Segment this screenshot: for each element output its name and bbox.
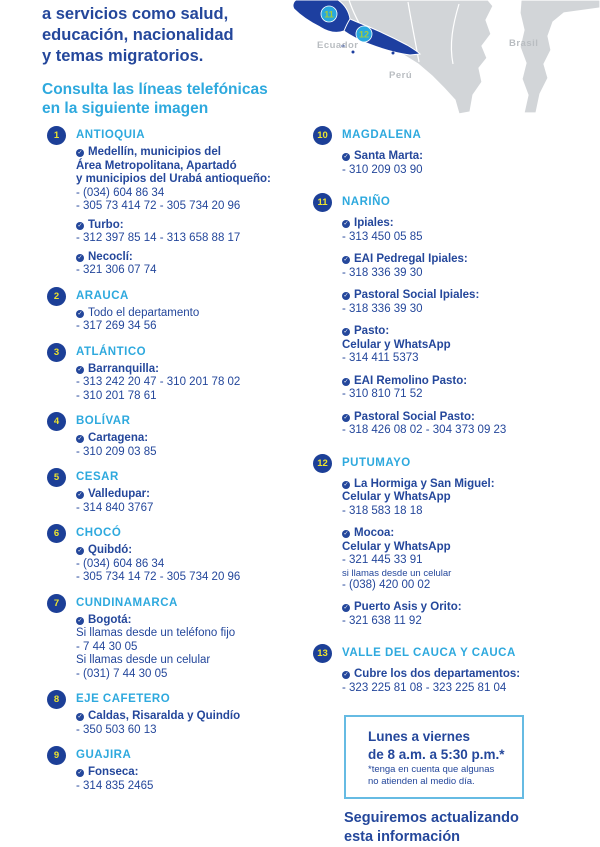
schedule-line: de 8 a.m. a 5:30 p.m.* — [368, 747, 505, 762]
cta-text — [42, 80, 268, 118]
contact-entry — [342, 601, 593, 628]
department-name: PUTUMAYO — [342, 456, 411, 469]
department-item — [313, 644, 593, 695]
contact-label-text: La Hormiga y San Miguel: — [354, 477, 495, 490]
phone-number-line: - (034) 604 86 34 — [76, 557, 165, 570]
intro-line: a servicios como salud, — [42, 5, 229, 23]
contact-label-line: Celular y WhatsApp — [342, 338, 451, 351]
contact-label-text: Pastoral Social Pasto: — [354, 410, 475, 423]
department-name: CESAR — [76, 471, 119, 483]
contact-entry — [76, 614, 312, 682]
contact-entry — [76, 146, 312, 214]
contact-label-line — [342, 411, 593, 425]
contact-entry — [76, 219, 312, 246]
phone-bullet-icon — [76, 254, 84, 262]
department-number-badge: 6 — [47, 524, 66, 543]
contact-label-text: Mocoa: — [354, 527, 395, 539]
phone-bullet-icon — [76, 149, 84, 157]
phone-number-line: - 317 269 34 56 — [76, 320, 157, 332]
contact-label-line — [342, 253, 593, 267]
contact-label-line — [76, 307, 312, 321]
map-marker — [321, 6, 337, 22]
phone-bullet-icon — [342, 481, 350, 489]
phone-bullet-icon — [342, 378, 350, 386]
contact-label-line — [342, 478, 593, 492]
phone-bullet-icon — [76, 769, 84, 777]
contact-entry — [76, 307, 312, 334]
contact-label-text: Pasto: — [354, 325, 390, 337]
phone-number-line: - 321 638 11 92 — [342, 614, 422, 627]
phone-number-line: - 310 810 71 52 — [342, 388, 423, 400]
phone-number-line: Si llamas desde un celular — [76, 654, 211, 666]
contact-label-line: y municipios del Urabá antioqueño: — [76, 173, 271, 185]
department-item — [313, 454, 593, 629]
department-item — [47, 524, 312, 585]
contact-entry — [76, 544, 312, 585]
contact-label-line — [76, 432, 312, 446]
department-number-badge: 13 — [313, 644, 332, 663]
schedule-line: Lunes a viernes — [368, 729, 471, 744]
department-number-badge: 10 — [313, 126, 332, 145]
map-land-region — [520, 0, 600, 113]
department-number-badge: 3 — [47, 343, 66, 362]
intro-text — [42, 4, 268, 118]
contact-label-line — [342, 289, 593, 303]
contact-label-text: Turbo: — [88, 218, 124, 231]
department-number-badge: 5 — [47, 468, 66, 487]
department-name: BOLÍVAR — [76, 415, 131, 427]
map-country-label-brasil: Brasil — [509, 38, 539, 49]
department-name: GUAJIRA — [76, 749, 132, 761]
phone-bullet-icon — [342, 530, 350, 538]
contact-label-line — [76, 219, 312, 233]
footer-line: esta información — [344, 829, 461, 845]
phone-number-line: - 318 426 08 02 - 304 373 09 23 — [342, 424, 507, 436]
contact-label-text: Quibdó: — [88, 544, 133, 556]
contact-label-text: Cubre los dos departamentos: — [354, 668, 521, 680]
contact-label-line: Celular y WhatsApp — [342, 540, 451, 553]
contact-label-text: Medellín, municipios del — [88, 146, 221, 158]
phone-bullet-icon — [342, 256, 350, 264]
phone-bullet-icon — [76, 547, 84, 555]
department-number-badge: 11 — [313, 193, 332, 212]
department-item — [47, 468, 312, 515]
contact-entry — [342, 411, 593, 438]
footer-line: Seguiremos actualizando — [344, 810, 519, 826]
department-number-badge: 9 — [47, 746, 66, 765]
map-marker-number: 11 — [324, 9, 334, 20]
phone-bullet-icon — [342, 414, 350, 422]
contact-label-line — [76, 146, 312, 160]
phone-number-line: - (038) 420 00 02 — [342, 578, 431, 591]
phone-number-line: - 318 336 39 30 — [342, 266, 423, 279]
schedule-footnote-line: no atienden al medio día. — [368, 776, 475, 787]
contact-label-text: Santa Marta: — [354, 150, 424, 162]
phone-number-line: - 314 835 2465 — [76, 779, 154, 792]
contact-label-text: Necoclí: — [88, 250, 133, 263]
phone-number-line: - 321 445 33 91 — [342, 554, 423, 566]
contact-label-text: Caldas, Risaralda y Quindío — [88, 710, 241, 722]
contact-label-text: EAI Remolino Pasto: — [354, 374, 468, 387]
department-number-badge: 7 — [47, 594, 66, 613]
department-number-badge: 4 — [47, 412, 66, 431]
department-name: CUNDINAMARCA — [76, 596, 178, 609]
department-number-badge: 2 — [47, 287, 66, 306]
contact-label-line — [76, 544, 312, 558]
contact-entry — [342, 217, 593, 244]
contact-entry — [342, 289, 593, 316]
map-islet — [392, 52, 395, 55]
contact-entry — [76, 766, 312, 793]
phone-number-line: - 313 450 05 85 — [342, 230, 423, 243]
phone-bullet-icon — [76, 222, 84, 230]
phone-number-line: - 7 44 30 05 — [76, 640, 138, 653]
department-name: EJE CAFETERO — [76, 693, 171, 705]
department-name: ATLÁNTICO — [76, 345, 147, 358]
department-name: MAGDALENA — [342, 129, 422, 141]
department-item — [47, 126, 312, 278]
contact-label-line — [76, 251, 312, 265]
department-name: CHOCÓ — [76, 527, 122, 539]
department-item — [47, 287, 312, 334]
cta-line: Consulta las líneas telefónicas — [42, 81, 268, 98]
contact-label-line — [76, 363, 312, 377]
contact-label-text: Puerto Asis y Orito: — [354, 601, 462, 613]
intro-line: y temas migratorios. — [42, 47, 204, 65]
department-item — [47, 594, 312, 682]
department-number-badge: 1 — [47, 126, 66, 145]
department-name: NARIÑO — [342, 196, 391, 208]
contact-label-line: Celular y WhatsApp — [342, 491, 451, 503]
department-item — [47, 690, 312, 737]
contact-entry — [76, 251, 312, 278]
contact-entry — [76, 363, 312, 404]
phone-bullet-icon — [342, 604, 350, 612]
phone-number-line: - (034) 604 86 34 — [76, 186, 165, 199]
phone-number-line: - 310 201 78 61 — [76, 389, 157, 402]
contact-entry — [342, 527, 593, 592]
phone-number-line: - 305 73 414 72 - 305 734 20 96 — [76, 200, 241, 212]
map-country-label-peru: Perú — [389, 70, 413, 81]
phone-bullet-icon — [76, 366, 84, 374]
department-item — [47, 343, 312, 404]
map-country-label-ecuador: Ecuador — [317, 40, 359, 51]
phone-bullet-icon — [76, 491, 84, 499]
phone-number-line: - 323 225 81 08 - 323 225 81 04 — [342, 681, 507, 694]
contact-label-text: Ipiales: — [354, 217, 394, 229]
contact-label-text: Valledupar: — [88, 488, 150, 500]
contact-label-line — [76, 710, 312, 724]
contact-entry — [76, 710, 312, 737]
phone-bullet-icon — [342, 671, 350, 679]
contact-note-line: si llamas desde un celular — [342, 567, 452, 579]
contact-label-line — [342, 527, 593, 541]
contact-entry — [342, 253, 593, 280]
department-item — [47, 412, 312, 459]
contact-label-line — [342, 601, 593, 615]
contact-label-line — [76, 488, 312, 502]
cta-line: en la siguiente imagen — [42, 100, 209, 117]
phone-bullet-icon — [76, 435, 84, 443]
department-item — [313, 193, 593, 438]
colombia-map — [283, 0, 600, 120]
contact-label-line — [342, 375, 593, 389]
intro-line: educación, nacionalidad — [42, 26, 234, 44]
contact-label-line — [342, 325, 593, 339]
right-column — [313, 126, 593, 847]
phone-number-line: - 310 209 03 90 — [342, 163, 423, 176]
phone-bullet-icon — [76, 310, 84, 318]
contact-entry — [342, 150, 593, 177]
contact-label-text: Pastoral Social Ipiales: — [354, 289, 480, 301]
footer-note — [344, 809, 593, 847]
department-name: VALLE DEL CAUCA Y CAUCA — [342, 647, 516, 659]
phone-number-line: - 305 734 14 72 - 305 734 20 96 — [76, 571, 241, 583]
schedule-box — [344, 715, 524, 799]
contact-label-line — [76, 766, 312, 780]
phone-number-line: Si llamas desde un teléfono fijo — [76, 627, 236, 639]
phone-bullet-icon — [342, 220, 350, 228]
phone-number-line: - 312 397 85 14 - 313 658 88 17 — [76, 232, 241, 244]
phone-number-line: - 350 503 60 13 — [76, 723, 157, 736]
department-number-badge: 12 — [313, 454, 332, 473]
phone-number-line: - 318 583 18 18 — [342, 504, 423, 517]
phone-bullet-icon — [342, 292, 350, 300]
department-item — [47, 746, 312, 793]
contact-label-text: Fonseca: — [88, 766, 139, 778]
department-item — [313, 126, 593, 177]
phone-number-line: - 310 209 03 85 — [76, 445, 157, 458]
left-column — [47, 126, 312, 802]
contact-label-line — [342, 150, 593, 164]
department-name: ARAUCA — [76, 289, 129, 302]
contact-label-line — [76, 614, 312, 628]
phone-number-line: - 318 336 39 30 — [342, 302, 423, 315]
map-marker-number: 12 — [358, 29, 370, 40]
contact-label-text: Todo el departamento — [88, 306, 200, 319]
department-name: ANTIOQUIA — [76, 129, 146, 141]
phone-number-line: - 314 840 3767 — [76, 501, 154, 514]
contact-entry — [342, 668, 593, 695]
contact-label-text: Cartagena: — [88, 432, 149, 444]
contact-label-line — [342, 217, 593, 231]
contact-label-line — [342, 668, 593, 682]
department-number-badge: 8 — [47, 690, 66, 709]
phone-bullet-icon — [76, 617, 84, 625]
phone-number-line: - (031) 7 44 30 05 — [76, 667, 168, 680]
contact-label-line: Área Metropolitana, Apartadó — [76, 159, 237, 172]
phone-number-line: - 321 306 07 74 — [76, 264, 157, 276]
phone-bullet-icon — [76, 713, 84, 721]
phone-bullet-icon — [342, 153, 350, 161]
contact-entry — [76, 432, 312, 459]
contact-entry — [342, 478, 593, 519]
schedule-footnote-line: *tenga en cuenta que algunas — [368, 764, 495, 775]
phone-bullet-icon — [342, 328, 350, 336]
contact-entry — [342, 375, 593, 402]
contact-entry — [342, 325, 593, 366]
contact-label-text: Barranquilla: — [88, 362, 159, 375]
contact-label-text: EAI Pedregal Ipiales: — [354, 253, 468, 265]
phone-number-line: - 314 411 5373 — [342, 352, 419, 364]
contact-entry — [76, 488, 312, 515]
contact-label-text: Bogotá: — [88, 613, 132, 626]
phone-number-line: - 313 242 20 47 - 310 201 78 02 — [76, 376, 241, 388]
